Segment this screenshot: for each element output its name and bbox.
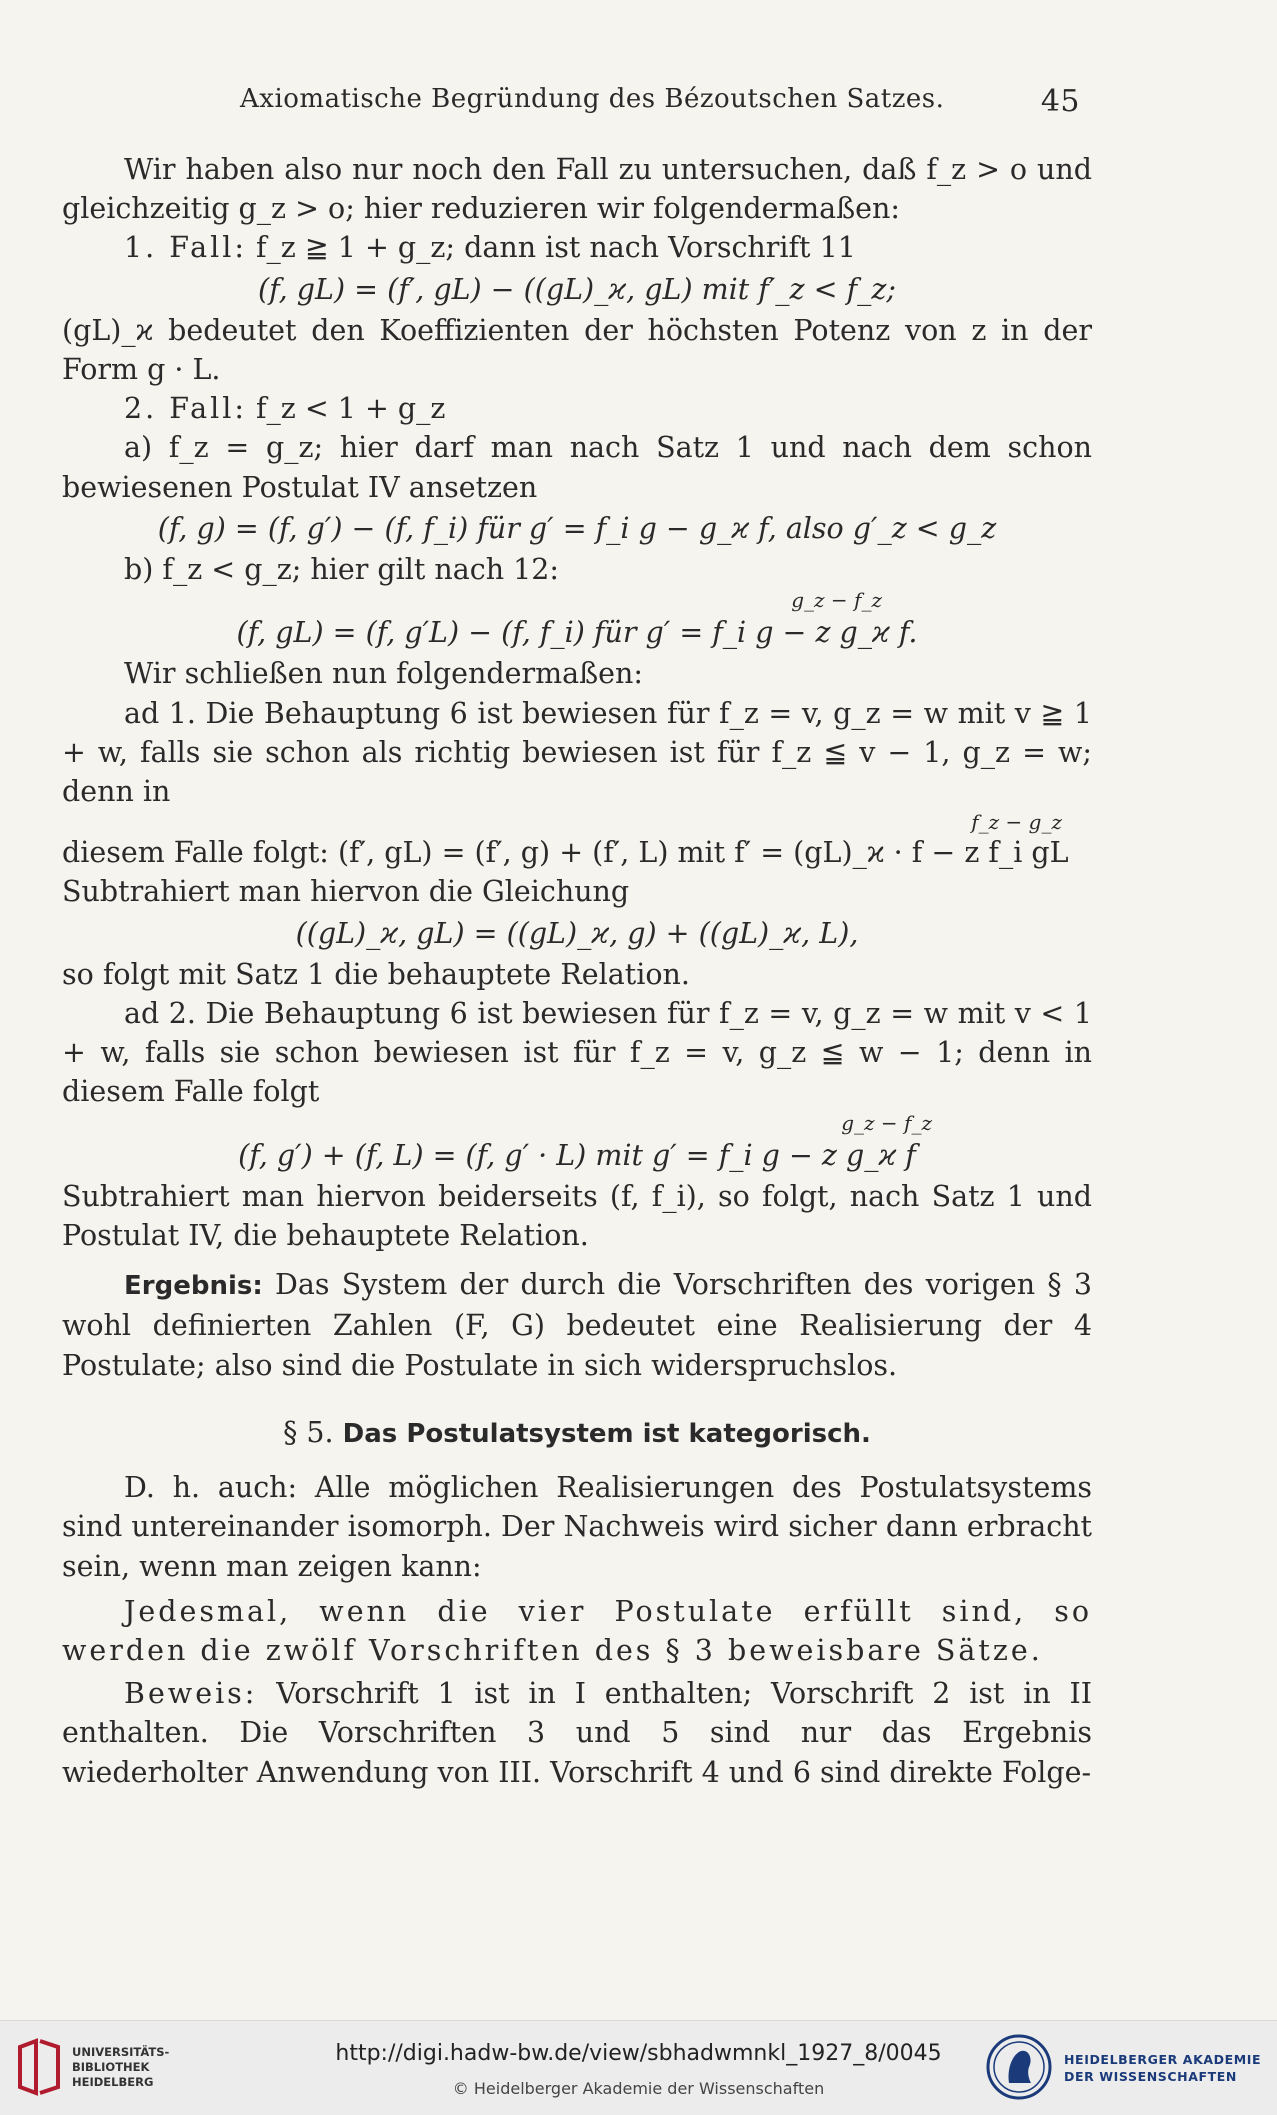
section-title: Das Postulatsystem ist kategorisch. [342,1418,871,1449]
beweis-label: Beweis: [124,1677,258,1711]
exponent-ad-2: g_z − f_z [841,1110,932,1135]
section-number: § 5. [283,1415,334,1449]
academy-seal-icon [985,2033,1053,2101]
page-body [62,150,1092,1792]
ad-2-result: Subtrahiert man hiervon beiderseits (f, f_i), so folgt, nach Satz 1 und Postulat IV, die behauptete Relation. [62,1179,1092,1253]
viewer-footer [0,2020,1277,2115]
ergebnis-label: Ergebnis: [124,1271,263,1302]
exponent-b: g_z − f_z [791,588,882,613]
paragraph-coefficient: (gL)_ϰ bedeutet den Koeffizienten der höchsten Potenz von z in der Form g · L. [62,313,1092,387]
academy-logo-text: HEIDELBERGER AKADEMIE DER WISSENSCHAFTEN [1064,2052,1262,2084]
paragraph-intro: Wir haben also nur noch den Fall zu untersuchen, daß f_z > o und gleichzeitig g_z > o; hier reduzieren wir folgendermaßen: [62,153,1092,226]
ergebnis-text: Das System der durch die Vorschriften des vorigen § 3 wohl definierten Zahlen (F, G) bedeutet eine Realisierung der 4 Postulate; also sind die Postulate in sich widerspruchslos. [62,1268,1092,1382]
ad-1-continued: diesem Falle folgt: (f′, gL) = (f′, g) + (f′, L) mit f′ = (gL)_ϰ · f − z f_i gL [62,836,1069,870]
equation-5: (f, g′) + (f, L) = (f, g′ · L) mit g′ = f_i g − z g_ϰ f [238,1138,916,1172]
ad-2: ad 2. Die Behauptung 6 ist bewiesen für f_z = v, g_z = w mit v < 1 + w, falls sie schon bewiesen ist für f_z = v, g_z ≦ w − 1; denn in diesem Falle folgt [62,997,1092,1109]
equation-4: ((gL)_ϰ, gL) = ((gL)_ϰ, g) + ((gL)_ϰ, L), [295,916,859,950]
ad-1-subtract: Subtrahiert man hiervon die Gleichung [62,875,630,909]
copyright-notice: © Heidelberger Akademie der Wissenschaften [452,2079,825,2098]
paragraph-isomorph: D. h. auch: Alle möglichen Realisierungen des Postulatsystems sind untereinander isomorph. Der Nachweis wird sicher dann erbracht sein, wenn man zeigen kann: [62,1471,1092,1583]
fall-2-label: 2. Fall: [124,392,247,426]
case-b: b) f_z < g_z; hier gilt nach 12: [124,553,560,587]
fall-1-label: 1. Fall: [124,231,247,265]
fall-2-text: f_z < 1 + g_z [255,392,446,426]
theorem: Jedesmal, wenn die vier Postulate erfüllt sind, so werden die zwölf Vorschriften des § 3 beweisbare Sätze. [62,1594,1092,1667]
paragraph-conclude: Wir schließen nun folgendermaßen: [124,657,643,691]
page-number: 45 [1040,84,1080,119]
case-a: a) f_z = g_z; hier darf man nach Satz 1 und nach dem schon bewiesenen Postulat IV ansetzen [62,431,1092,504]
beweis-text: Vorschrift 1 ist in I enthalten; Vorschrift 2 ist in II enthalten. Die Vorschriften 3 und 5 sind nur das Ergebnis wiederholter Anwendung von III. Vorschrift 4 und 6 sind direkte Folge- [62,1677,1092,1789]
beweis [62,1674,1092,1792]
equation-3: (f, gL) = (f, g′L) − (f, f_i) für g′ = f_i g − z g_ϰ f. [236,616,918,650]
ergebnis [62,1265,1092,1385]
section-heading [62,1413,1092,1454]
exponent-ad-1: f_z − g_z [971,810,1062,835]
library-logo-text: UNIVERSITÄTS- BIBLIOTHEK HEIDELBERG [72,2045,170,2089]
running-header [240,84,1080,119]
fall-1 [62,228,1092,267]
fall-2 [62,389,1092,428]
source-url-link[interactable]: http://digi.hadw-bw.de/view/sbhadwmnkl_1927_8/0045 [335,2041,942,2066]
ad-1: ad 1. Die Behauptung 6 ist bewiesen für f_z = v, g_z = w mit v ≧ 1 + w, falls sie schon als richtig bewiesen ist für f_z ≦ v − 1, g_z = w; denn in [62,696,1092,809]
equation-1: (f, gL) = (f′, gL) − ((gL)_ϰ, gL) mit f′_z < f_z; [258,272,896,306]
ad-1-result: so folgt mit Satz 1 die behauptete Relation. [62,957,690,991]
equation-2: (f, g) = (f, g′) − (f, f_i) für g′ = f_i g − g_ϰ f, also g′_z < g_z [157,511,997,545]
fall-1-text: f_z ≧ 1 + g_z; dann ist nach Vorschrift 11 [255,231,856,265]
header-title: Axiomatische Begründung des Bézoutschen Satzes. [240,84,945,114]
